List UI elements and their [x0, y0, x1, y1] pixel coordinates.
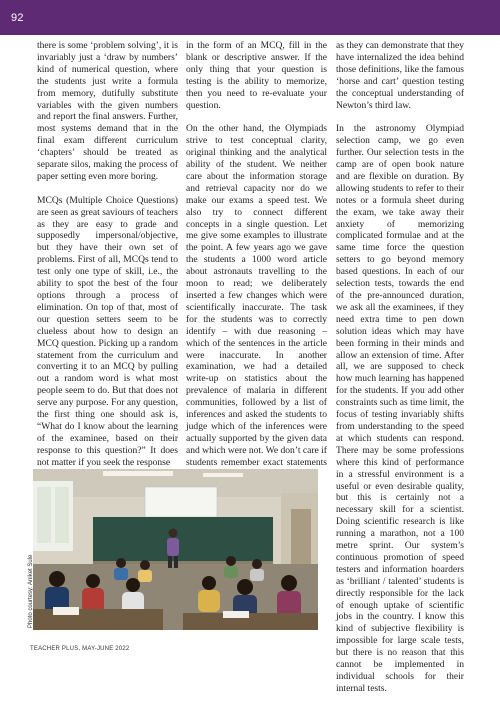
- photo-credit: Photo courtesy: Aniket Sule: [28, 554, 34, 628]
- classroom-photo: [33, 469, 318, 630]
- header-band: [0, 0, 500, 35]
- column-3: [336, 40, 464, 707]
- page-footer: TEACHER PLUS, MAY-JUNE 2022: [30, 646, 130, 652]
- paragraph: as they can demonstrate that they have internalized the idea behind those definitions, like the famous ‘horse and cart’ question testing the conceptual understanding of Newton’s third law.: [336, 40, 464, 111]
- paragraph: MCQs (Multiple Choice Questions) are seen as great saviours of teachers as they are easy to grade and supposedly impersonal/objective, but they have their own set of problems. First of all, MCQs tend to test only one type of skill, i.e., the ability to spot the best of the four options through a process of elimination. On top of that, most of our question setters seem to be clueless about how to design an MCQ question. Picking up a random statement from the curriculum and converting it to an MCQ by pulling out a random word is what most people seem to do. But that does not serve any purpose. For any question, the first thing one should ask is, “What do I know about the learning of the examinee, based on their response to this question?” It does not matter if you seek the response: [37, 194, 179, 468]
- paragraph: In the astronomy Olympiad selection camp, we go even further. Our selection tests in the camp are of open book nature and are flexible on duration. By allowing students to refer to their notes or a formula sheet during the exam, we take away their anxiety of memorizing complicated formulae and at the same time force the question setters to go beyond memory based questions. In each of our selection tests, towards the end of the pre-announced duration, we ask all the examinees, if they need extra time to pen down solution ideas which may have been forming in their minds and allow an extension of time. After all, we are supposed to check how much learning has happened for the students. If you add other constraints such as time limit, the focus of testing invariably shifts from understanding to the speed at which students can respond. There may be some professions where this kind of performance in a stressful environment is a useful or even desirable quality, but this is certainly not a necessary skill for a scientist. Doing scientific research is like running a marathon, not a 100 metre sprint. Our system’s continuous promotion of speed testers and information hoarders as ‘brilliant / talented’ students is directly responsible for the lack of enough uptake of scientific jobs in the country. I know this kind of subjective flexibility is impossible for large scale tests, but there is no reason that this cannot be implemented in individual schools for their internal tests.: [336, 123, 464, 694]
- column-2: [186, 40, 327, 492]
- paragraph: in the form of an MCQ, fill in the blank or descriptive answer. If the only thing that your question is testing is the ability to memorize, then you need to re-evaluate your question.: [186, 40, 327, 111]
- paragraph: On the other hand, the Olympiads strive to test conceptual clarity, original thinking and the analytical ability of the student. We neither care about the information storage and retrieval capacity nor do we make our exams a speed test. We also try to connect different concepts in a single question. Let me give some examples to illustrate the point. A few years ago we gave the students a 1000 word article about astronauts travelling to the moon to read; we deliberately inserted a few changes which were scientifically inaccurate. The task for the students was to correctly identify – with due reasoning – which of the sentences in the article were inaccurate. In another examination, we had a detailed write-up on statistics about the prevalence of malaria in different communities, followed by a list of inferences and asked the students to judge which of the inferences were actually supported by the given data and which were not. We don’t care if students remember exact statements: [186, 123, 327, 468]
- column-1: [37, 40, 178, 481]
- paragraph: there is some ‘problem solving’, it is invariably just a ‘draw by numbers’ kind of numerical question, where the students just write a formula from memory, dutifully substitute variables with the given numbers and report the final answers. Further, most systems demand that in the final exam different curriculum ‘chapters’ should be treated as separate silos, making the process of paper setting even more boring.: [37, 40, 178, 182]
- page-number: 92: [11, 12, 24, 24]
